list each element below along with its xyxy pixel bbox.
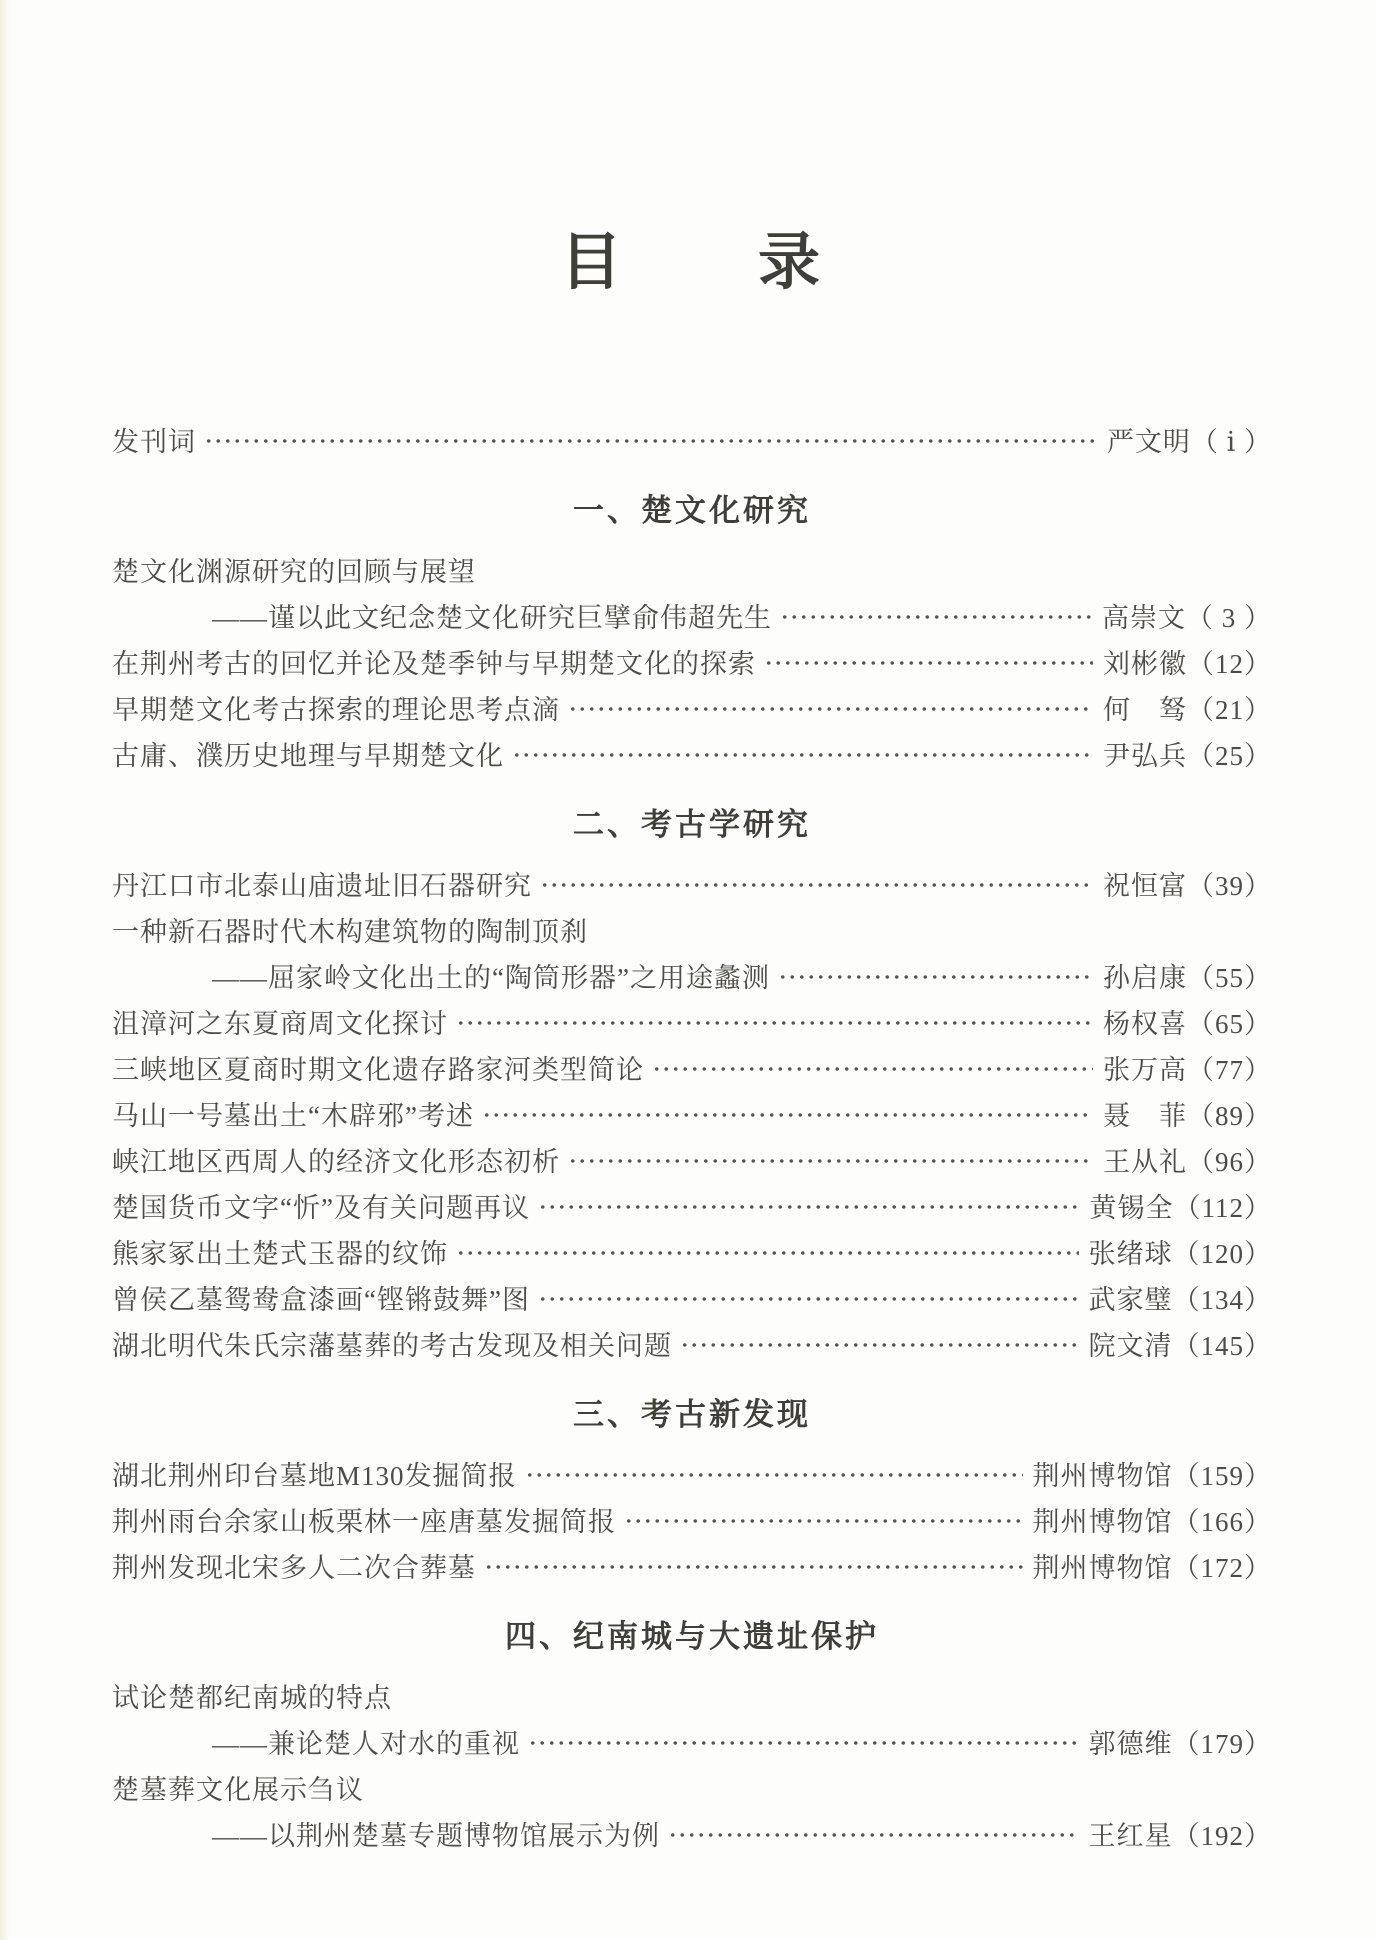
entry-author: 孙启康 xyxy=(1103,962,1187,993)
toc-entry-pretitle-row xyxy=(112,1764,1272,1810)
toc-entry-pretitle-row xyxy=(112,906,1272,952)
dot-leader xyxy=(624,1496,1023,1542)
entry-author: 武家璧 xyxy=(1088,1284,1173,1315)
entry-page-number: （96） xyxy=(1187,1146,1272,1177)
entry-page-number: （39） xyxy=(1187,870,1272,901)
entry-title: 湖北荆州印台墓地M130发掘简报 xyxy=(112,1460,517,1491)
dot-leader xyxy=(538,1182,1080,1228)
toc-entry-row xyxy=(112,1496,1272,1542)
dot-leader xyxy=(568,1136,1093,1182)
entry-title: 试论楚都纪南城的特点 xyxy=(112,1682,392,1713)
toc-entry-row xyxy=(112,952,1272,998)
toc-entry-row xyxy=(112,1044,1272,1090)
entry-page-number: （89） xyxy=(1187,1100,1272,1131)
toc-entry-row xyxy=(112,730,1272,776)
entry-title: 古庸、濮历史地理与早期楚文化 xyxy=(112,740,504,771)
entry-title: 丹江口市北泰山庙遗址旧石器研究 xyxy=(112,870,532,901)
entry-title: 楚文化渊源研究的回顾与展望 xyxy=(112,556,476,587)
entry-author: 尹弘兵 xyxy=(1103,740,1187,771)
entry-author: 严文明 xyxy=(1106,426,1191,457)
dot-leader xyxy=(652,1044,1093,1090)
entry-page-number: （172） xyxy=(1172,1552,1272,1583)
toc-entry-row xyxy=(112,416,1272,462)
table-of-contents xyxy=(112,416,1272,1856)
entry-page-number: （25） xyxy=(1187,740,1272,771)
dot-leader xyxy=(482,1090,1093,1136)
toc-entry-row xyxy=(112,592,1272,638)
toc-entry-row xyxy=(112,998,1272,1044)
entry-title: 发刊词 xyxy=(112,426,196,457)
section-heading: 三、考古新发现 xyxy=(573,1397,811,1432)
entry-title: ——谨以此文纪念楚文化研究巨擘俞伟超先生 xyxy=(212,602,772,633)
entry-author: 院文清 xyxy=(1088,1330,1173,1361)
entry-author: 荆州博物馆 xyxy=(1032,1506,1173,1537)
entry-title: 峡江地区西周人的经济文化形态初析 xyxy=(112,1146,560,1177)
dot-leader xyxy=(484,1542,1023,1588)
entry-title: 一种新石器时代木构建筑物的陶制顶刹 xyxy=(112,916,588,947)
entry-page-number: （179） xyxy=(1172,1728,1272,1759)
entry-title: 荆州发现北宋多人二次合葬墓 xyxy=(112,1552,476,1583)
dot-leader xyxy=(512,730,1093,776)
entry-page-number: （12） xyxy=(1187,648,1272,679)
toc-entry-row xyxy=(112,1810,1272,1856)
dot-leader xyxy=(538,1274,1079,1320)
toc-entry-row xyxy=(112,1228,1272,1274)
toc-entry-row xyxy=(112,638,1272,684)
dot-leader xyxy=(540,860,1093,906)
entry-page-number: （ ⅰ ） xyxy=(1190,426,1272,457)
dot-leader xyxy=(680,1320,1079,1366)
entry-title: 马山一号墓出土“木辟邪”考述 xyxy=(112,1100,474,1131)
entry-title: 沮漳河之东夏商周文化探讨 xyxy=(112,1008,448,1039)
entry-title: 三峡地区夏商时期文化遗存路家河类型简论 xyxy=(112,1054,644,1085)
dot-leader xyxy=(525,1450,1023,1496)
entry-page-number: （65） xyxy=(1187,1008,1272,1039)
entry-title: ——屈家岭文化出土的“陶筒形器”之用途蠡测 xyxy=(212,962,770,993)
entry-author: 杨权喜 xyxy=(1103,1008,1187,1039)
entry-author: 高崇文 xyxy=(1102,602,1186,633)
toc-entry-row xyxy=(112,1090,1272,1136)
entry-author: 王红星 xyxy=(1088,1820,1173,1851)
section-heading: 四、纪南城与大遗址保护 xyxy=(505,1619,879,1654)
entry-title: 曾侯乙墓鸳鸯盒漆画“铿锵鼓舞”图 xyxy=(112,1284,530,1315)
entry-page-number: （192） xyxy=(1172,1820,1272,1851)
toc-entry-pretitle-row xyxy=(112,1672,1272,1718)
toc-entry-row xyxy=(112,1182,1272,1228)
entry-author: 张绪球 xyxy=(1088,1238,1173,1269)
page-title: 目 录 xyxy=(559,229,824,297)
entry-page-number: （77） xyxy=(1187,1054,1272,1085)
entry-author: 祝恒富 xyxy=(1103,870,1187,901)
toc-entry-row xyxy=(112,1136,1272,1182)
dot-leader xyxy=(568,684,1093,730)
toc-entry-row xyxy=(112,1274,1272,1320)
entry-page-number: （ 3 ） xyxy=(1186,602,1272,633)
entry-title: 荆州雨台余家山板栗林一座唐墓发掘简报 xyxy=(112,1506,616,1537)
entry-page-number: （134） xyxy=(1172,1284,1272,1315)
dot-leader xyxy=(668,1810,1079,1856)
entry-page-number: （21） xyxy=(1187,694,1272,725)
entry-author: 黄锡全 xyxy=(1089,1192,1174,1223)
entry-title: 早期楚文化考古探索的理论思考点滴 xyxy=(112,694,560,725)
entry-title: 熊家冢出土楚式玉器的纹饰 xyxy=(112,1238,448,1269)
entry-page-number: （112） xyxy=(1173,1192,1272,1223)
toc-entry-row xyxy=(112,1320,1272,1366)
entry-author: 刘彬徽 xyxy=(1103,648,1187,679)
entry-title: 楚国货币文字“忻”及有关问题再议 xyxy=(112,1192,530,1223)
dot-leader xyxy=(456,1228,1079,1274)
entry-author: 王从礼 xyxy=(1103,1146,1187,1177)
entry-author: 荆州博物馆 xyxy=(1032,1460,1173,1491)
toc-entry-row xyxy=(112,1450,1272,1496)
entry-author: 聂 菲 xyxy=(1103,1100,1187,1131)
entry-page-number: （166） xyxy=(1172,1506,1272,1537)
entry-author: 郭德维 xyxy=(1088,1728,1173,1759)
entry-title: 楚墓葬文化展示刍议 xyxy=(112,1774,364,1805)
entry-page-number: （120） xyxy=(1172,1238,1272,1269)
entry-page-number: （145） xyxy=(1172,1330,1272,1361)
dot-leader xyxy=(456,998,1093,1044)
entry-author: 何 驽 xyxy=(1103,694,1187,725)
entry-page-number: （159） xyxy=(1172,1460,1272,1491)
toc-entry-row xyxy=(112,1718,1272,1764)
section-heading: 二、考古学研究 xyxy=(573,807,811,842)
dot-leader xyxy=(204,416,1097,462)
entry-page-number: （55） xyxy=(1187,962,1272,993)
toc-entry-row xyxy=(112,860,1272,906)
entry-title: ——兼论楚人对水的重视 xyxy=(212,1728,520,1759)
entry-title: 湖北明代朱氏宗藩墓葬的考古发现及相关问题 xyxy=(112,1330,672,1361)
entry-title: 在荆州考古的回忆并论及楚季钟与早期楚文化的探索 xyxy=(112,648,756,679)
dot-leader xyxy=(778,952,1093,998)
dot-leader xyxy=(780,592,1092,638)
dot-leader xyxy=(764,638,1093,684)
entry-author: 荆州博物馆 xyxy=(1032,1552,1173,1583)
entry-author: 张万高 xyxy=(1103,1054,1187,1085)
section-heading: 一、楚文化研究 xyxy=(573,493,811,528)
entry-title: ——以荆州楚墓专题博物馆展示为例 xyxy=(212,1820,660,1851)
toc-entry-pretitle-row xyxy=(112,546,1272,592)
toc-entry-row xyxy=(112,1542,1272,1588)
dot-leader xyxy=(528,1718,1079,1764)
toc-entry-row xyxy=(112,684,1272,730)
